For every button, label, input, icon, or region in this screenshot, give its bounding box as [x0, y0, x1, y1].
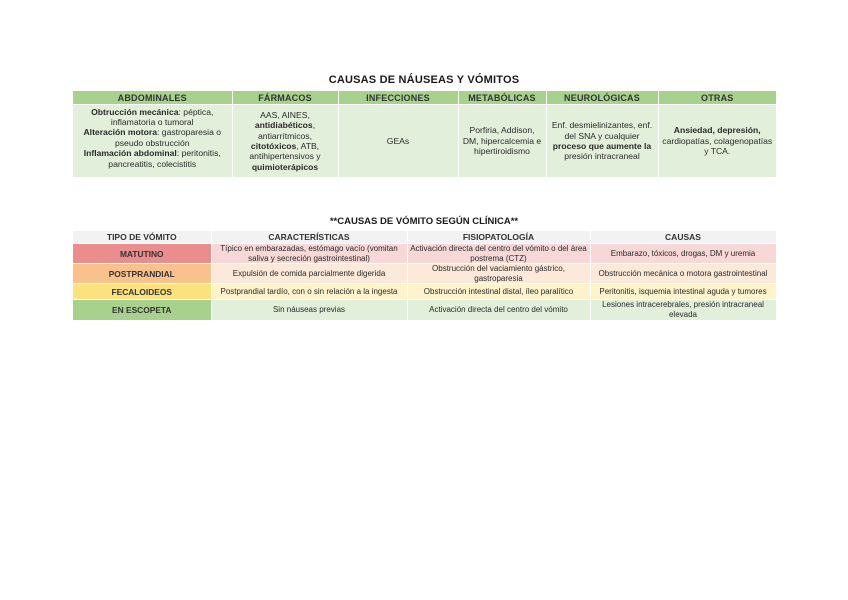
- causas-fecaloideos: Peritonitis, isquemia intestinal aguda y tumores: [590, 284, 776, 300]
- title-nauseas-vomitos: CAUSAS DE NÁUSEAS Y VÓMITOS: [328, 74, 520, 86]
- cell-infecciones: GEAs: [338, 105, 458, 178]
- tipo-postprandial: POSTPRANDIAL: [73, 264, 211, 284]
- causas-en-escopeta: Lesiones intracerebrales, presión intracraneal elevada: [590, 300, 776, 320]
- table-row-fecaloideos: [73, 284, 776, 300]
- fisiopatologia-postprandial: Obstrucción del vaciamiento gástrico, gastroparesia: [407, 264, 590, 284]
- tipo-matutino: MATUTINO: [73, 244, 211, 264]
- cell-farmacos: AAS, AINES, antidiabéticos, antiarrítmicos, citotóxicos, ATB, antihipertensivos y quimioterápicos: [232, 105, 338, 178]
- tipo-en-escopeta: EN ESCOPETA: [73, 300, 211, 320]
- cell-otras: Ansiedad, depresión, cardiopatías, colagenopatías y TCA.: [658, 105, 776, 178]
- title-vomito-clinica: **CAUSAS DE VÓMITO SEGÚN CLÍNICA**: [329, 216, 519, 227]
- table-row-matutino: [73, 244, 776, 264]
- header-otras: OTRAS: [658, 91, 776, 105]
- header-infecciones: INFECCIONES: [338, 91, 458, 105]
- causas-header-row: [73, 91, 776, 105]
- fisiopatologia-matutino: Activación directa del centro del vómito o del área postrema (CTZ): [407, 244, 590, 264]
- cell-abdominales: Obtrucción mecánica: péptica, inflamatoria o tumoral Alteración motora: gastroparesia o pseudo obstrucción Inflamación abdominal: peritonitis, pancreatitis, colecistitis: [73, 105, 232, 178]
- caracteristicas-postprandial: Expulsión de comida parcialmente digerida: [211, 264, 407, 284]
- header-farmacos: FÁRMACOS: [232, 91, 338, 105]
- causas-content-row: [73, 105, 776, 178]
- header-abdominales: ABDOMINALES: [73, 91, 232, 105]
- fisiopatologia-fecaloideos: Obstrucción intestinal distal, íleo paralítico: [407, 284, 590, 300]
- header-tipo: TIPO DE VÓMITO: [73, 231, 211, 244]
- header-fisiopatologia: FISIOPATOLOGÍA: [407, 231, 590, 244]
- fisiopatologia-en-escopeta: Activación directa del centro del vómito: [407, 300, 590, 320]
- header-metabolicas: METABÓLICAS: [458, 91, 546, 105]
- causas-table: [73, 91, 776, 177]
- header-neurologicas: NEUROLÓGICAS: [546, 91, 658, 105]
- header-caracteristicas: CARACTERÍSTICAS: [211, 231, 407, 244]
- caracteristicas-en-escopeta: Sin náuseas previas: [211, 300, 407, 320]
- table-row-postprandial: [73, 264, 776, 284]
- caracteristicas-fecaloideos: Postprandial tardío, con o sin relación a la ingesta: [211, 284, 407, 300]
- causas-matutino: Embarazo, tóxicos, drogas, DM y uremia: [590, 244, 776, 264]
- tipo-fecaloideos: FECALOIDEOS: [73, 284, 211, 300]
- vomito-header-row: [73, 231, 776, 244]
- cell-metabolicas: Porfiria, Addison, DM, hipercalcemia e hipertiroidismo: [458, 105, 546, 178]
- causas-postprandial: Obstrucción mecánica o motora gastrointestinal: [590, 264, 776, 284]
- header-causas: CAUSAS: [590, 231, 776, 244]
- caracteristicas-matutino: Típico en embarazadas, estómago vacío (vomitan saliva y secreción gastrointestinal): [211, 244, 407, 264]
- vomito-clinica-table: [73, 231, 777, 320]
- table-row-en-escopeta: [73, 300, 776, 320]
- cell-neurologicas: Enf. desmielinizantes, enf. del SNA y cualquier proceso que aumente la presión intracraneal: [546, 105, 658, 178]
